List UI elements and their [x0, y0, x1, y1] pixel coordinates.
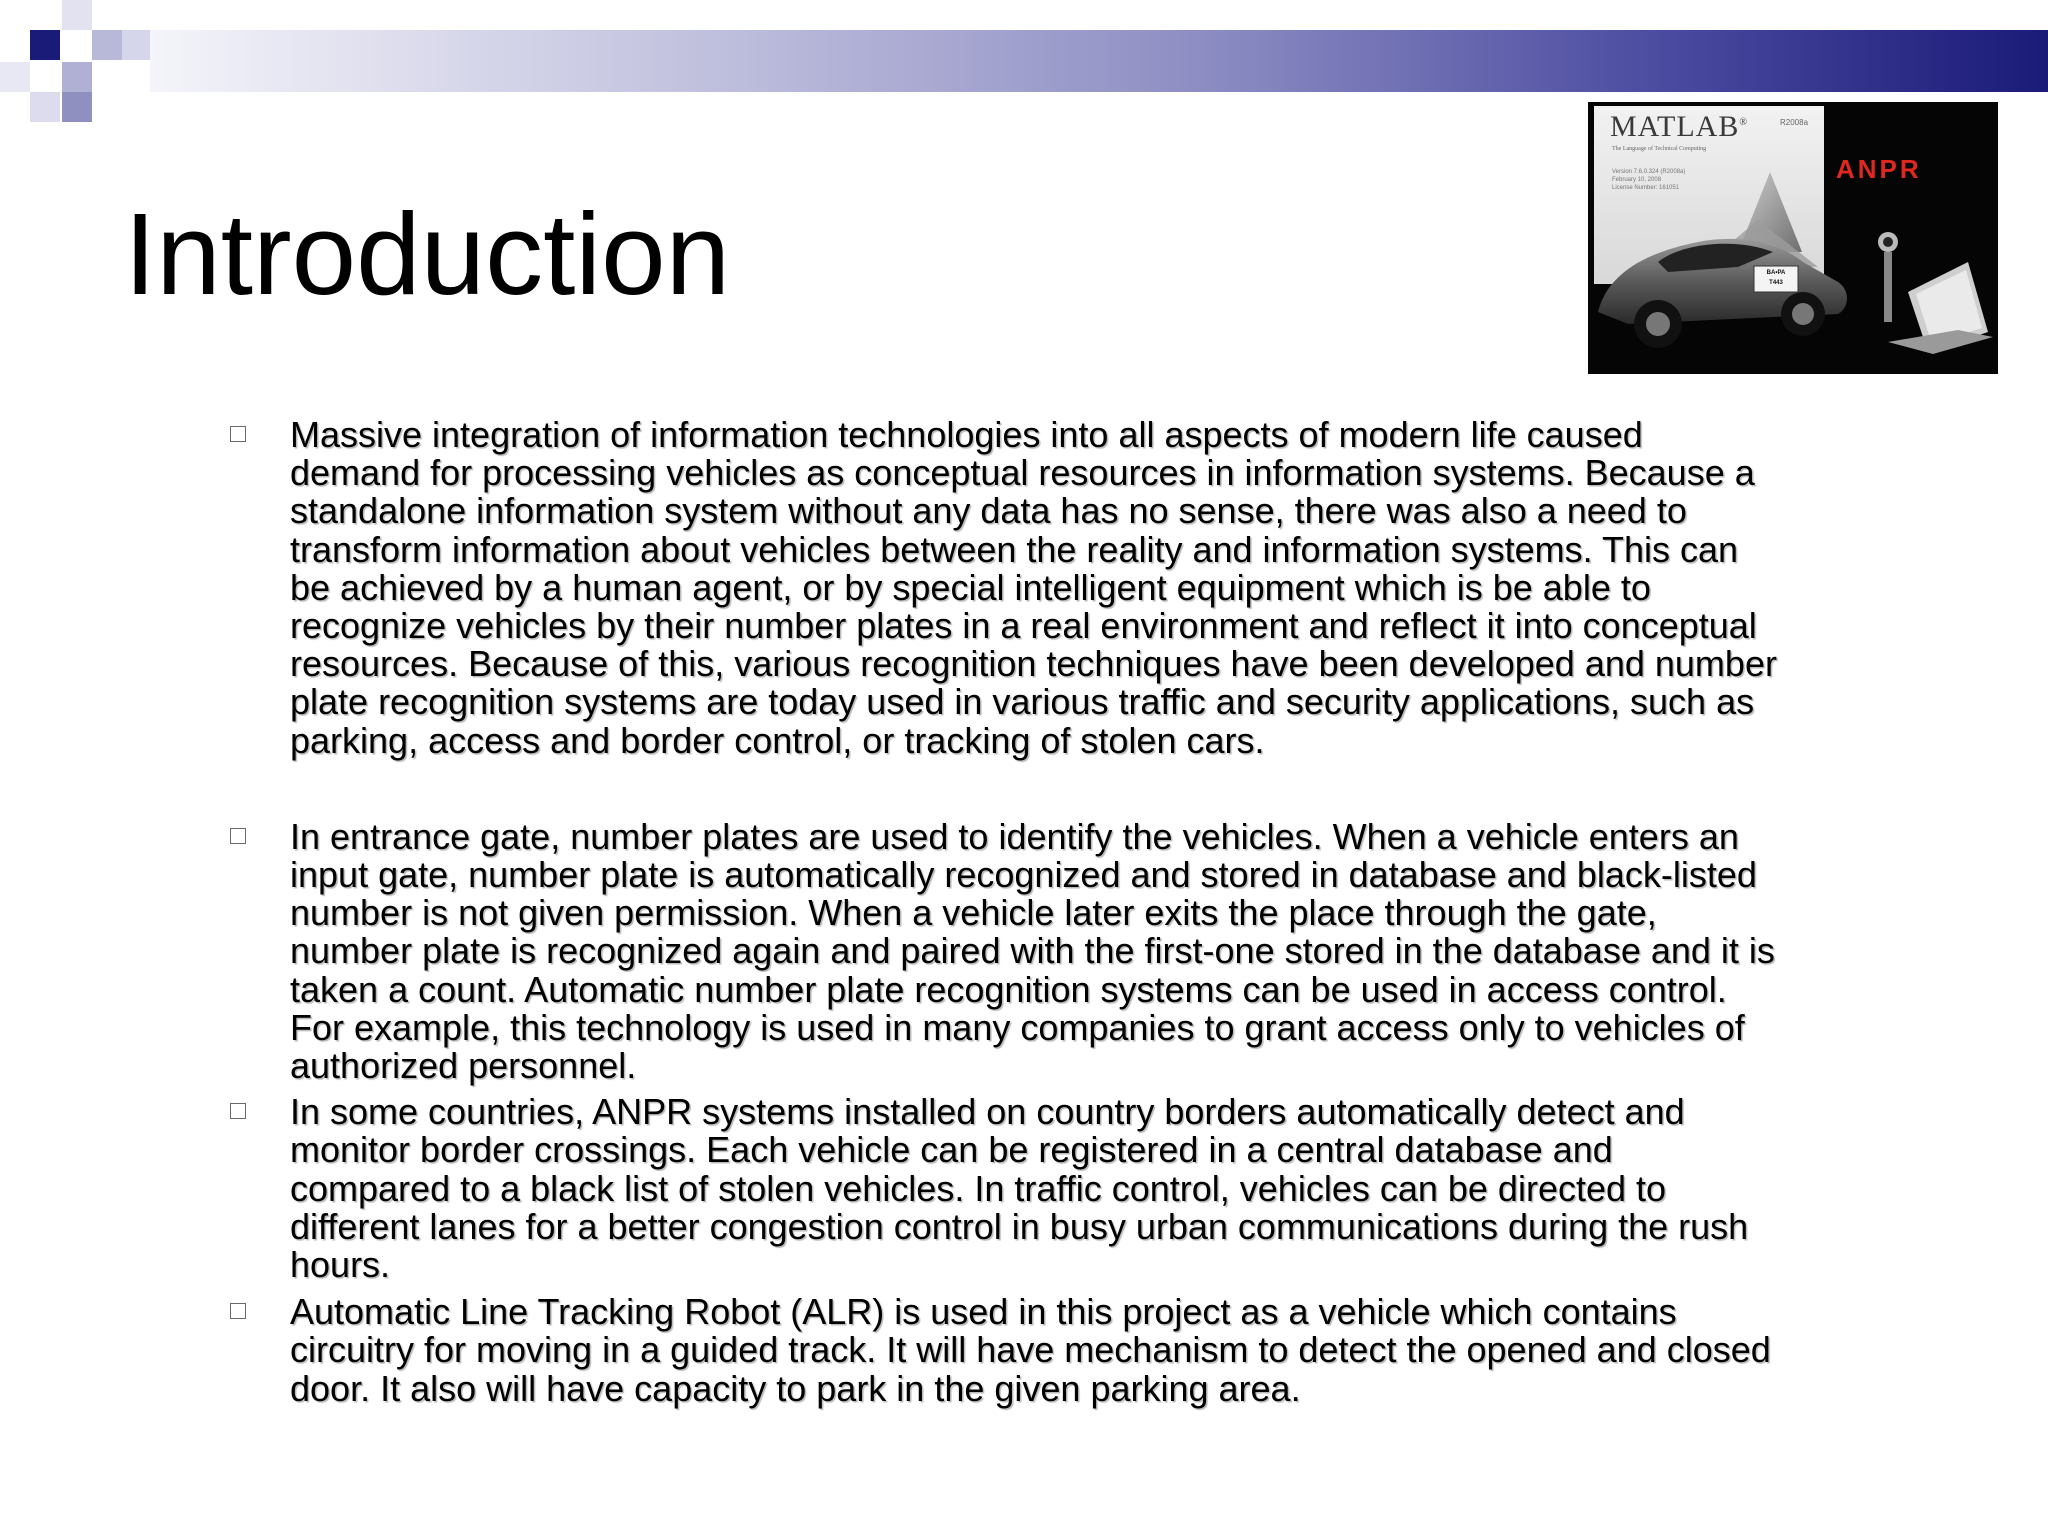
bullet-item: [228, 815, 1968, 1087]
square-bullet-icon: [230, 1103, 246, 1119]
bullet-line: For example, this technology is used in many companies to grant access only to vehicles of: [290, 1006, 1745, 1048]
bullet-line: door. It also will have capacity to park in the given parking area.: [290, 1367, 1301, 1409]
matlab-license-info: [1612, 168, 1732, 192]
matlab-tagline: The Language of Technical Computing: [1612, 146, 1707, 152]
square-bullet-icon: [230, 828, 246, 844]
bullet-line: parking, access and border control, or tracking of stolen cars.: [290, 719, 1265, 761]
bullet-line: authorized personnel.: [290, 1045, 637, 1087]
matlab-logo-text: MATLAB: [1610, 110, 1740, 143]
square-bullet-icon: [230, 426, 246, 442]
anpr-badge: ANPR: [1836, 154, 1922, 184]
header-gradient-banner: [150, 30, 2048, 92]
bullet-item: [228, 1093, 1968, 1284]
bullet-line: circuitry for moving in a guided track. It will have mechanism to detect the opened and closed: [290, 1329, 1771, 1371]
bullet-line: standalone information system without any data has no sense, there was also a need to: [290, 490, 1687, 532]
license-line: License Number: 161051: [1612, 185, 1680, 191]
bullet-line: recognize vehicles by their number plates in a real environment and reflect it into conceptual: [290, 605, 1757, 647]
license-line: February 10, 2008: [1612, 177, 1662, 183]
corner-square: [62, 92, 92, 122]
bullet-line: resources. Because of this, various recognition techniques have been developed and number: [290, 643, 1777, 685]
bullet-list: [228, 416, 1968, 1408]
corner-square: [0, 62, 30, 92]
corner-square: [62, 0, 92, 30]
slide-title: Introduction: [124, 189, 731, 319]
square-bullet-icon: [230, 1303, 246, 1319]
plate-line: T443: [1769, 280, 1783, 286]
bullet-line: In some countries, ANPR systems installed on country borders automatically detect and: [290, 1091, 1685, 1133]
bullet-item: [228, 1293, 1968, 1408]
bullet-line: compared to a black list of stolen vehicles. In traffic control, vehicles can be directed to: [290, 1167, 1667, 1209]
license-line: Version 7.6.0.324 (R2008a): [1612, 169, 1686, 175]
corner-square: [92, 30, 122, 60]
bullet-line: be achieved by a human agent, or by special intelligent equipment which is be able to: [290, 566, 1651, 608]
matlab-logo: [1610, 110, 1748, 144]
plate-line: BA•PA: [1766, 270, 1786, 276]
matlab-release: R2008a: [1780, 118, 1809, 127]
bullet-line: number plate is recognized again and paired with the first-one stored in the database and it is: [290, 930, 1775, 972]
bullet-item: [228, 416, 1968, 760]
bullet-line: monitor border crossings. Each vehicle can be registered in a central database and: [290, 1129, 1613, 1171]
bullet-line: plate recognition systems are today used in various traffic and security applications, such as: [290, 681, 1755, 723]
bullet-line: different lanes for a better congestion control in busy urban communications during the rush: [290, 1205, 1749, 1247]
corner-square: [0, 0, 30, 30]
bullet-line: In entrance gate, number plates are used to identify the vehicles. When a vehicle enters an: [290, 815, 1739, 857]
bullet-line: demand for processing vehicles as conceptual resources in information systems. Because a: [290, 452, 1755, 494]
bullet-line: hours.: [290, 1244, 391, 1286]
bullet-line: input gate, number plate is automatically recognized and stored in database and black-listed: [290, 854, 1757, 896]
bullet-line: taken a count. Automatic number plate recognition systems can be used in access control.: [290, 968, 1727, 1010]
bullet-line: number is not given permission. When a vehicle later exits the place through the gate,: [290, 892, 1657, 934]
registered-mark: ®: [1739, 117, 1748, 128]
corner-square: [62, 62, 92, 92]
corner-square: [122, 30, 150, 60]
corner-square: [30, 30, 60, 60]
bullet-line: Massive integration of information technologies into all aspects of modern life caused: [290, 414, 1643, 455]
license-plate: [1756, 268, 1796, 288]
corner-square: [30, 92, 60, 122]
matlab-anpr-picture: [1588, 102, 1998, 374]
bullet-line: transform information about vehicles between the reality and information systems. This can: [290, 528, 1739, 570]
bullet-line: Automatic Line Tracking Robot (ALR) is used in this project as a vehicle which contains: [290, 1291, 1677, 1333]
